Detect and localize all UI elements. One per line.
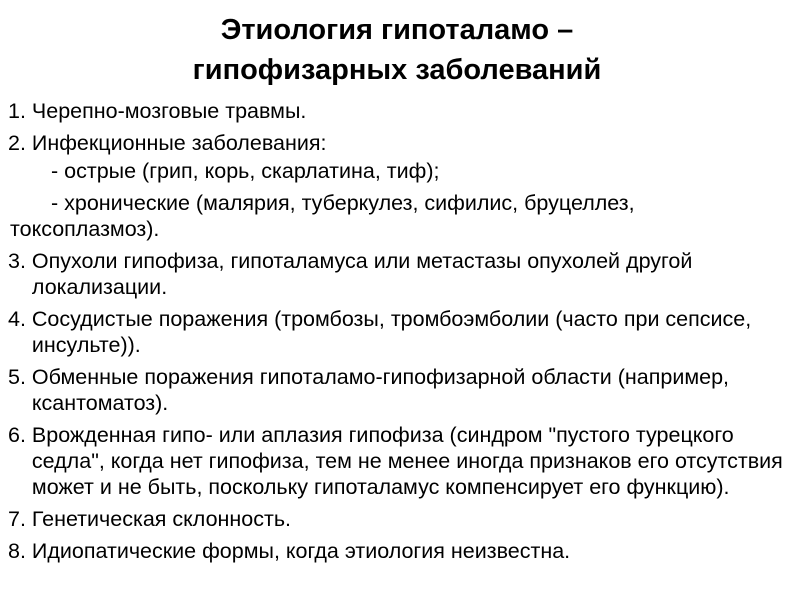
list-item <box>8 364 786 416</box>
slide-title <box>8 0 786 90</box>
list-item <box>8 248 786 300</box>
list-item <box>8 538 786 564</box>
list-item <box>8 306 786 358</box>
item-text: Идиопатические формы, когда этиология неизвестна. <box>31 539 571 563</box>
item-number: 8. <box>8 539 32 563</box>
item-number: 6. <box>8 423 32 447</box>
item-number: 7. <box>8 507 32 531</box>
sub-item-chronic-line-2: токсоплазмоз). <box>10 217 160 241</box>
sub-list-item <box>8 158 786 184</box>
item-text: Сосудистые поражения (тромбозы, тромбоэмболии (часто при сепсисе, инсульте)). <box>31 307 752 357</box>
item-text: Обменные поражения гипоталамо-гипофизарной области (например, ксантоматоз). <box>31 365 730 415</box>
etiology-list <box>8 98 786 564</box>
item-number: 2. <box>8 131 32 155</box>
item-text: Опухоли гипофиза, гипоталамуса или метастазы опухолей другой локализации. <box>31 249 693 299</box>
sub-list-item <box>8 190 786 242</box>
sub-item-acute: - острые (грип, корь, скарлатина, тиф); <box>51 159 440 183</box>
sub-item-chronic-line-1: - хронические (малярия, туберкулез, сифилис, бруцеллез, <box>51 191 635 215</box>
item-number: 4. <box>8 307 32 331</box>
item-text: Генетическая склонность. <box>31 507 292 531</box>
item-number: 5. <box>8 365 32 389</box>
title-line-2: гипофизарных заболеваний <box>192 54 602 86</box>
list-item <box>8 506 786 532</box>
list-item <box>8 422 786 500</box>
item-number: 3. <box>8 249 32 273</box>
list-item <box>8 130 786 156</box>
list-item <box>8 98 786 124</box>
title-line-1: Этиология гипоталамо – <box>220 14 574 46</box>
item-text: Врожденная гипо- или аплазия гипофиза (синдром "пустого турецкого седла", когда нет гипофиза, тем не менее иногда признаков его отсутствия может и не быть, поскольку гипоталамус компенсирует его функцию). <box>31 423 783 499</box>
item-text: Инфекционные заболевания: <box>31 131 327 155</box>
item-number: 1. <box>8 99 32 123</box>
item-text: Черепно-мозговые травмы. <box>31 99 307 123</box>
